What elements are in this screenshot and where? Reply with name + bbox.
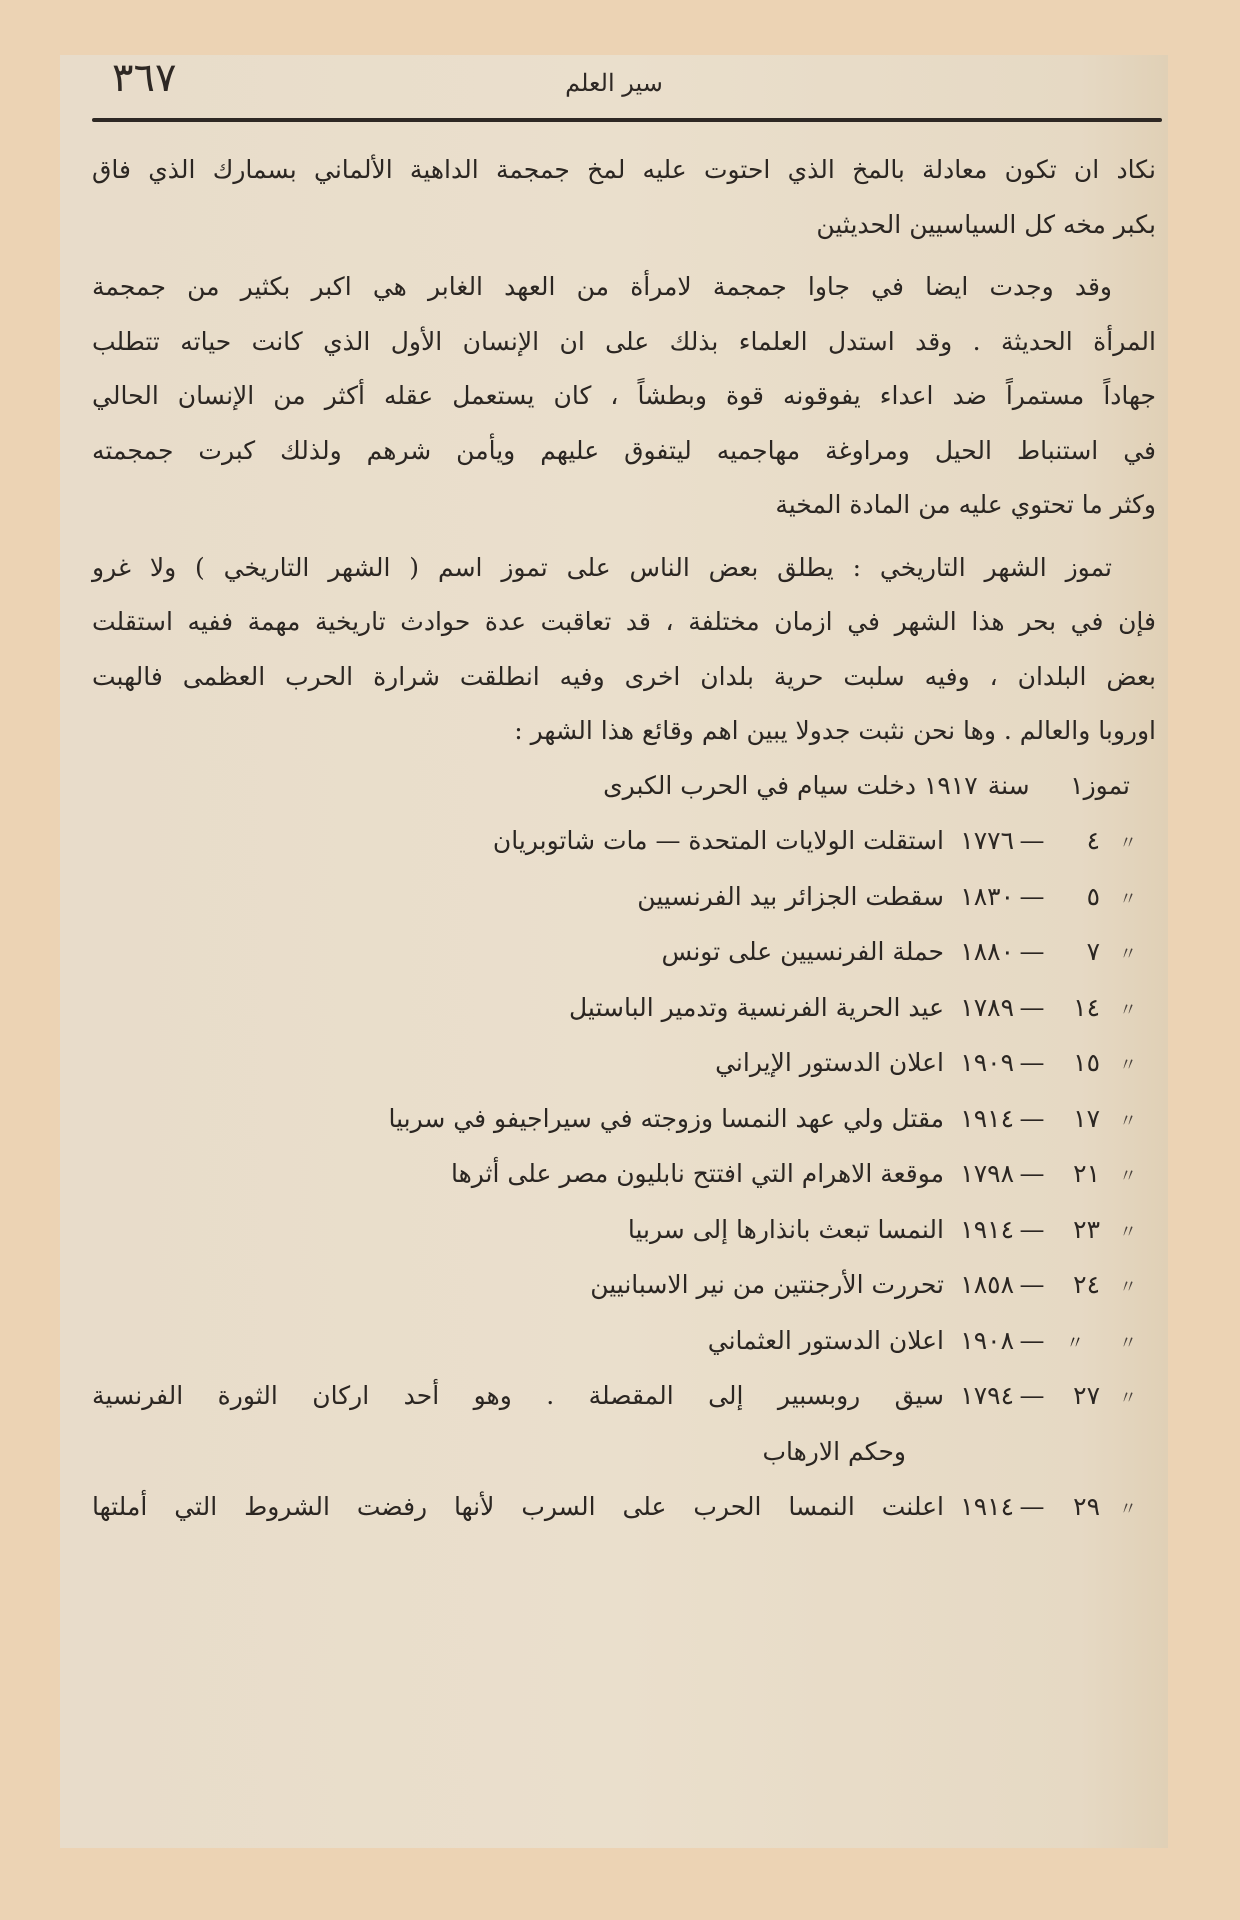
event-text: استقلت الولايات المتحدة — مات شاتوبريان (492, 826, 944, 855)
day-number: 〃 (1066, 1332, 1084, 1354)
dash: — (1019, 1381, 1045, 1410)
text-line: اوروبا والعالم . وها نحن نثبت جدولا يبين اهم وقائع هذا الشهر : (514, 716, 1156, 745)
text-line: في استنباط الحيل ومراوغة مهاجميه ليتفوق عليهم ويأمن شرهم ولذلك كبرت جمجمته (92, 435, 1156, 465)
year: ١٧٨٩ (960, 992, 1014, 1022)
year: ١٧٩٨ (960, 1159, 1014, 1188)
event-text: سقطت الجزائر بيد الفرنسيين (637, 881, 944, 911)
text-line: فإن في بحر هذا الشهر في ازمان مختلفة ، قد تعاقبت عدة حوادث تاريخية مهمة ففيه استقلت (92, 607, 1156, 636)
event-text: تحررت الأرجنتين من نير الاسبانيين (590, 1270, 944, 1299)
table-row (92, 1258, 1156, 1314)
event-text: سيق روبسبير إلى المقصلة . وهو أحد اركان الثورة الفرنسية (92, 1381, 944, 1410)
event-text: اعلان الدستور الإيراني (715, 1048, 944, 1077)
table-row (92, 1369, 1156, 1425)
dash: — (1019, 826, 1045, 855)
year: ١٨٣٠ (960, 881, 1014, 911)
year: ١٩٠٨ (960, 1325, 1014, 1355)
event-text: عيد الحرية الفرنسية وتدمير الباستيل (568, 992, 944, 1022)
event-text: اعلنت النمسا الحرب على السرب لأنها رفضت الشروط التي أملتها (92, 1492, 944, 1521)
ditto-mark: 〃 (1119, 1221, 1137, 1243)
year: ١٩١٤ (960, 1492, 1014, 1521)
paragraph (92, 541, 1156, 759)
dash: — (1019, 881, 1045, 911)
dash: — (1019, 1270, 1045, 1299)
dash: — (1019, 1159, 1045, 1188)
event-text: موقعة الاهرام التي افتتح نابليون مصر على أثرها (450, 1159, 944, 1188)
event-text: النمسا تبعث بانذارها إلى سربيا (627, 1214, 944, 1244)
table-row (92, 1314, 1156, 1370)
event-text: دخلت سيام في الحرب الكبرى (603, 770, 916, 800)
table-row (92, 1147, 1156, 1203)
day-number: ٢٤ (1073, 1270, 1100, 1299)
text-line: بعض البلدان ، وفيه سلبت حرية بلدان اخرى وفيه انطلقت شرارة الحرب العظمى فالهبت (92, 661, 1156, 691)
text-line: بكبر مخه كل السياسيين الحديثين (816, 209, 1156, 239)
text-line: جهاداً مستمراً ضد اعداء يفوقونه قوة وبطشاً ، كان يستعمل عقله أكثر من الإنسان الحالي (92, 381, 1156, 410)
text-line: نكاد ان تكون معادلة بالمخ الذي احتوت عليه لمخ جمجمة الداهية الألماني بسمارك الذي فاق (92, 155, 1156, 184)
table-row (92, 925, 1156, 981)
table-row (92, 1036, 1156, 1092)
ditto-mark: 〃 (1119, 888, 1137, 910)
page-number: ٣٦٧ (112, 55, 177, 101)
table-row-continuation (92, 1425, 1156, 1481)
text-line: وقد وجدت ايضا في جاوا جمجمة لامرأة من العهد الغابر هي اكبر بكثير من جمجمة (92, 272, 1112, 301)
year: ١٨٨٠ (960, 937, 1014, 966)
ditto-mark: 〃 (1119, 1110, 1137, 1132)
table-row (92, 981, 1156, 1037)
year: ١٩٠٩ (960, 1048, 1014, 1077)
dash: — (1019, 1048, 1045, 1077)
table-row (92, 1092, 1156, 1148)
day-number: ٢١ (1073, 1159, 1100, 1188)
dash: — (1019, 937, 1045, 966)
text-line: وكثر ما تحتوي عليه من المادة المخية (775, 490, 1156, 519)
running-title: سير العلم (565, 69, 663, 97)
day-number: ٢٩ (1073, 1492, 1100, 1521)
dash: — (1019, 1492, 1045, 1521)
paragraph (92, 143, 1156, 252)
day-number: ١٧ (1073, 1103, 1100, 1133)
section-heading-line: تموز الشهر التاريخي : يطلق بعض الناس على تموز اسم ( الشهر التاريخي ) ولا غرو (92, 552, 1112, 582)
ditto-mark: 〃 (1119, 1499, 1137, 1520)
day-number: ٢٧ (1073, 1381, 1100, 1410)
ditto-mark: 〃 (1119, 1166, 1137, 1187)
dash: — (1019, 1214, 1045, 1244)
year: ١٩١٤ (960, 1214, 1014, 1244)
events-table (92, 759, 1156, 1536)
year: ١٩١٤ (960, 1103, 1014, 1133)
ditto-mark: 〃 (1119, 833, 1137, 854)
year-prefix: سنة (987, 770, 1030, 800)
table-row (92, 870, 1156, 926)
table-row (92, 814, 1156, 870)
month-label: تموز (1083, 770, 1130, 800)
day-number: ٤ (1086, 826, 1100, 855)
day-number: ١٤ (1073, 992, 1100, 1022)
ditto-mark: 〃 (1119, 1332, 1137, 1354)
day-number: ١ (1070, 770, 1084, 800)
day-number: ١٥ (1073, 1048, 1100, 1077)
dash: — (1019, 992, 1045, 1022)
ditto-mark: 〃 (1119, 1277, 1137, 1298)
paragraph (92, 260, 1156, 533)
ditto-mark: 〃 (1119, 944, 1137, 965)
dash: — (1019, 1103, 1045, 1133)
event-text: حملة الفرنسيين على تونس (661, 937, 944, 966)
table-row (92, 1203, 1156, 1259)
year: ١٧٧٦ (960, 826, 1014, 855)
table-row (92, 1480, 1156, 1536)
day-number: ٢٣ (1073, 1214, 1100, 1244)
header-rule (92, 118, 1162, 122)
day-number: ٥ (1086, 881, 1100, 911)
event-text: مقتل ولي عهد النمسا وزوجته في سيراجيفو في سربيا (388, 1103, 944, 1133)
year: ١٩١٧ (923, 770, 978, 800)
event-text-continuation: وحكم الارهاب (762, 1436, 906, 1466)
page-body (92, 143, 1156, 1536)
dash: — (1019, 1325, 1045, 1355)
ditto-mark: 〃 (1119, 999, 1137, 1021)
year: ١٨٥٨ (960, 1270, 1014, 1299)
table-row (92, 759, 1156, 815)
event-text: اعلان الدستور العثماني (707, 1325, 944, 1355)
year: ١٧٩٤ (960, 1381, 1014, 1410)
day-number: ٧ (1086, 937, 1100, 966)
ditto-mark: 〃 (1119, 1388, 1137, 1409)
book-page (60, 55, 1168, 1848)
ditto-mark: 〃 (1119, 1055, 1137, 1076)
text-line: المرأة الحديثة . وقد استدل العلماء بذلك على ان الإنسان الأول الذي كانت حياته تتطلب (92, 326, 1157, 356)
